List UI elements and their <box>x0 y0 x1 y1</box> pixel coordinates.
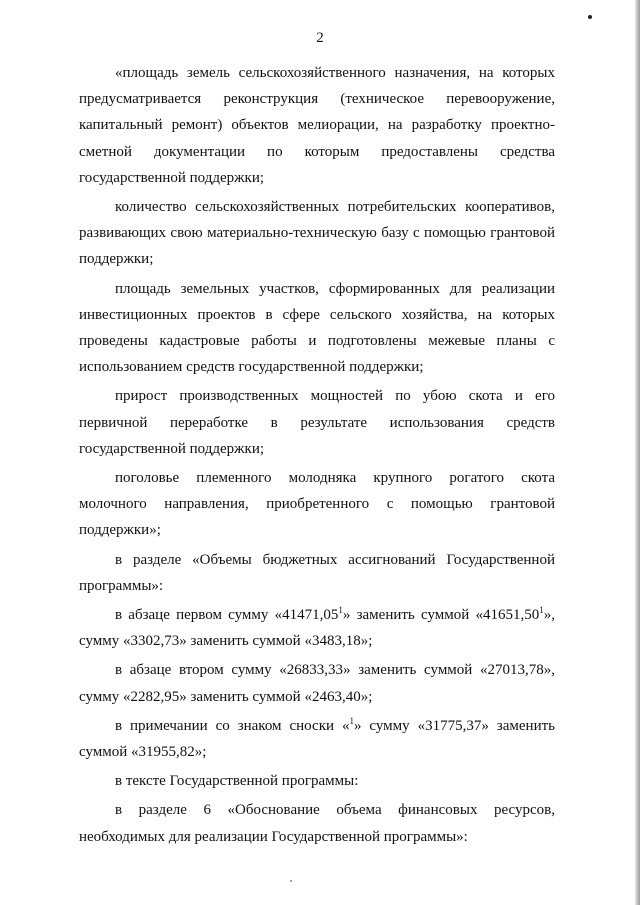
paragraph-livestock: поголовье племенного молодняка крупного рогатого скота молочного направления, приобретенного с помощью грантовой поддержки»; <box>79 470 555 539</box>
paragraph-land-area: «площадь земель сельскохозяйственного назначения, на которых предусматривается реконструкция (техническое перевооружение, капитальный ремонт) объектов мелиорации, на разработку проектно-сметной документации по которым предоставлены средства государственной поддержки; <box>79 65 555 186</box>
text-run: в примечании со знаком сноски « <box>115 717 350 734</box>
paragraph-program-text: в тексте Государственной программы: <box>115 773 359 790</box>
footnote-mark: 1 <box>338 605 343 616</box>
page-number: 2 <box>316 30 324 46</box>
paragraph-cooperatives: количество сельскохозяйственных потребительских кооперативов, развивающих свою материально-техническую базу с помощью грантовой поддержки; <box>79 199 555 268</box>
paragraph-budget-section: в разделе «Объемы бюджетных ассигнований Государственной программы»: <box>79 551 555 594</box>
paragraph-footnote-note <box>79 713 555 765</box>
document-body <box>79 60 555 853</box>
paragraph-land-plots: площадь земельных участков, сформированных для реализации инвестиционных проектов в сфере сельского хозяйства, на которых проведены кадастровые работы и подготовлены межевые планы с использованием средств государственной поддержки; <box>79 280 555 376</box>
paragraph-first-abstract <box>79 602 555 654</box>
footnote-mark: 1 <box>349 715 354 726</box>
scan-mark-dot <box>588 15 592 19</box>
text-run: » заменить суммой «41651,50 <box>342 607 540 624</box>
scan-edge-shadow <box>635 0 640 905</box>
footnote-mark: 1 <box>539 605 544 616</box>
text-run: в абзаце первом сумму «41471,05 <box>115 607 339 624</box>
paragraph-section-6: в разделе 6 «Обоснование объема финансовых ресурсов, необходимых для реализации Государственной программы»: <box>79 802 555 845</box>
paragraph-capacity-growth: прирост производственных мощностей по убою скота и его первичной переработке в результате использования средств государственной поддержки; <box>79 388 555 457</box>
text-run: », сумму «3302,73» заменить суммой «3483,18»; <box>79 607 555 650</box>
scan-speck <box>290 880 292 882</box>
paragraph-second-abstract: в абзаце втором сумму «26833,33» заменить суммой «27013,78», сумму «2282,95» заменить суммой «2463,40»; <box>79 662 555 705</box>
text-run: » сумму «31775,37» заменить суммой «31955,82»; <box>79 717 555 761</box>
